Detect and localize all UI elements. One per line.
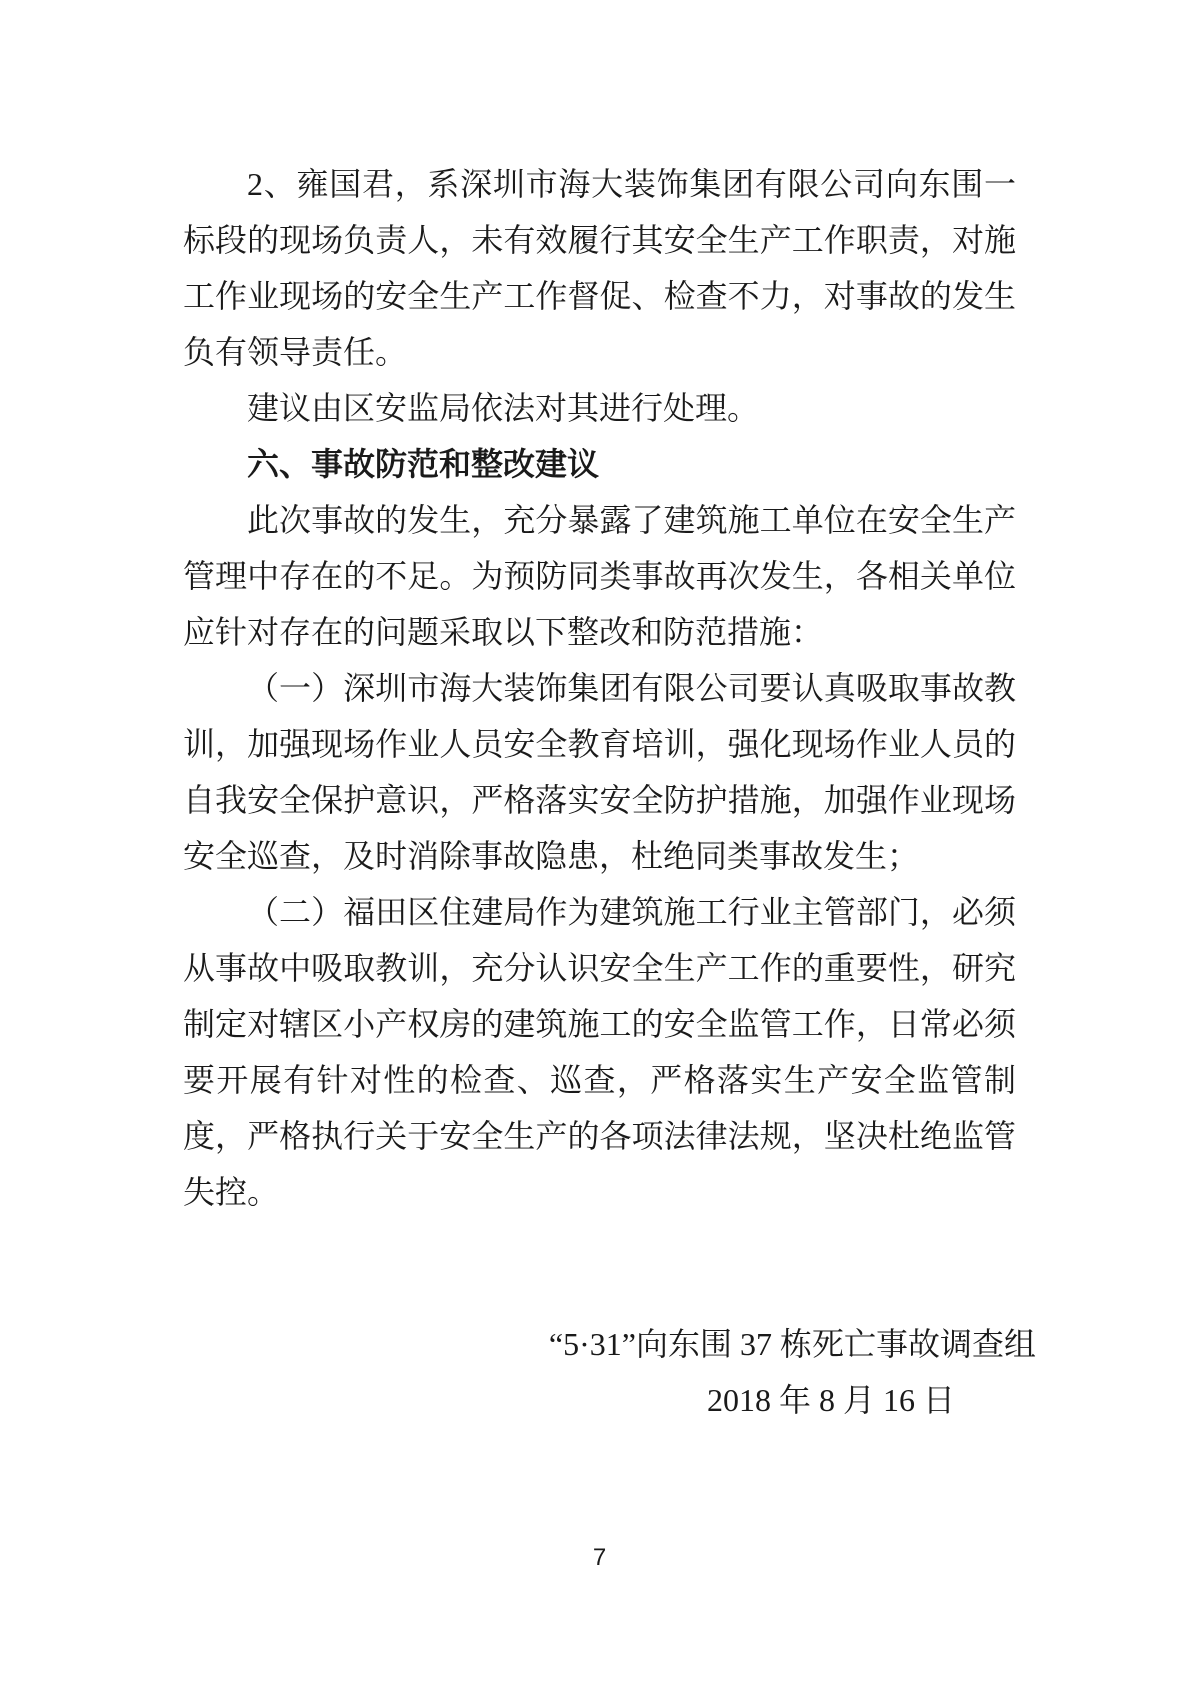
paragraph-handling-suggestion: 建议由区安监局依法对其进行处理。: [247, 390, 760, 426]
signature-organization: “5·31”向东围 37 栋死亡事故调查组: [548, 1326, 1036, 1362]
paragraph-measure-two: （二）福田区住建局作为建筑施工行业主管部门，必须从事故中吸取教训，充分认识安全生产工作的重要性，研究制定对辖区小产权房的建筑施工的安全监管工作，日常必须要开展有针对性的检查、巡查，严格落实生产安全监管制度，严格执行关于安全生产的各项法律法规，坚决杜绝监管失控。: [183, 894, 1016, 1210]
signature-block: [183, 1316, 1036, 1428]
document-body: [183, 156, 1036, 1428]
signature-date: 2018 年 8 月 16 日: [706, 1382, 955, 1418]
page-number: 7: [592, 1544, 607, 1571]
paragraph-prevention-intro: 此次事故的发生，充分暴露了建筑施工单位在安全生产管理中存在的不足。为预防同类事故再次发生，各相关单位应针对存在的问题采取以下整改和防范措施：: [183, 502, 1016, 650]
paragraph-responsibility-yongguojun: 2、雍国君，系深圳市海大装饰集团有限公司向东围一标段的现场负责人，未有效履行其安全生产工作职责，对施工作业现场的安全生产工作督促、检查不力，对事故的发生负有领导责任。: [183, 166, 1016, 370]
paragraph-measure-one: （一）深圳市海大装饰集团有限公司要认真吸取事故教训，加强现场作业人员安全教育培训，强化现场作业人员的自我安全保护意识，严格落实安全防护措施，加强作业现场安全巡查，及时消除事故隐患，杜绝同类事故发生；: [183, 670, 1016, 874]
section-heading-prevention-measures: 六、事故防范和整改建议: [247, 446, 600, 482]
